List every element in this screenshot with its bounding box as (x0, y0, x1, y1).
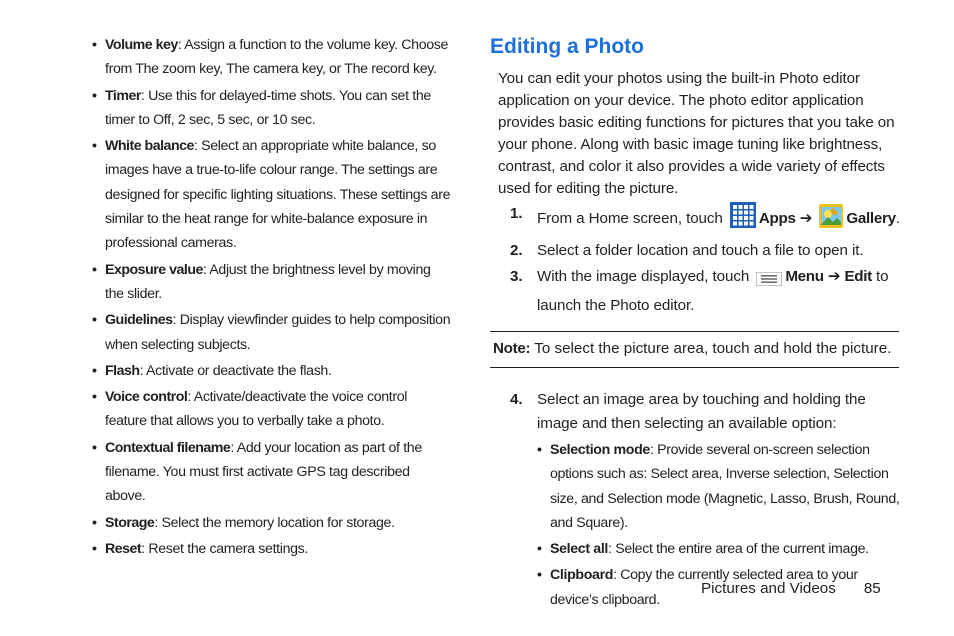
list-item: • White balance: Select an appropriate white balance, so images have a true-to-life colour range. The settings are designed for specific lighting situations. These settings are similar to the heat range for white-balance exposure in professional cameras. (92, 138, 451, 252)
list-item: • Voice control: Activate/deactivate the voice control feature that allows you to verbally take a photo. (92, 389, 408, 430)
note-text: To select the picture area, touch and hold the picture. (530, 340, 892, 357)
gallery-icon (819, 204, 843, 236)
apps-grid-icon (730, 202, 756, 236)
section-title: Editing a Photo (490, 35, 644, 58)
list-item: • Storage: Select the memory location for storage. (92, 514, 395, 531)
list-item: • Select all: Select the entire area of the current image. (537, 541, 869, 558)
list-item: • Volume key: Assign a function to the volume key. Choose from The zoom key, The camera key, or The record key. (92, 37, 449, 78)
step-2: 2. Select a folder location and touch a file to open it. (510, 241, 864, 259)
left-column (92, 33, 452, 563)
intro-paragraph: You can edit your photos using the built-in Photo editor application on your device. The photo editor application provides basic editing functions for pictures that you take on your phone. Along with basic image tuning like brightness, contrast, and color it also provides a wide variety of effects used for editing the picture. (498, 70, 895, 197)
list-item: • Timer: Use this for delayed-time shots. You can set the timer to Off, 2 sec, 5 sec, or 10 sec. (92, 87, 431, 128)
note-box (490, 331, 899, 368)
note-label: Note: (493, 340, 531, 357)
menu-icon (756, 270, 782, 294)
step-1: 1. From a Home screen, touch Apps ➔ Gallery. (490, 202, 900, 236)
steps-list (490, 202, 900, 317)
list-item: • Reset: Reset the camera settings. (92, 540, 308, 557)
page-number: 85 (863, 580, 881, 597)
page-footer (701, 578, 881, 600)
footer-section-name: Pictures and Videos (701, 580, 836, 597)
list-item: • Contextual filename: Add your location as part of the filename. You must first activate GPS tag described above. (92, 439, 422, 505)
list-item: • Flash: Activate or deactivate the flash. (92, 362, 332, 379)
list-item: • Selection mode: Provide several on-screen selection options such as: Select area, Inverse selection, Selection size, and Selection mode (Magnetic, Lasso, Brush, Round, and Square). (537, 442, 900, 531)
list-item: • Clipboard: Copy the currently selected area to your device’s clipboard. (537, 567, 858, 608)
right-column (490, 33, 900, 615)
step-4: 4. Select an image area by touching and holding the image and then selecting an available option: • Selection mode: Provide several on-screen selection options such as: Select area, Inverse selection, Selection size, and Selection mode (Magnetic, Lasso, Brush, Round, and Square). • Select all: Select the entire area of the current image. • Clipboard: Copy the currently selected area to your device’s clipboard. (490, 388, 900, 612)
list-item: • Exposure value: Adjust the brightness level by moving the slider. (92, 261, 431, 302)
camera-settings-list (92, 33, 452, 561)
list-item: • Guidelines: Display viewfinder guides to help composition when selecting subjects. (92, 312, 451, 353)
step-3: 3. With the image displayed, touch Menu ➔ Edit to launch the Photo editor. (510, 268, 889, 314)
